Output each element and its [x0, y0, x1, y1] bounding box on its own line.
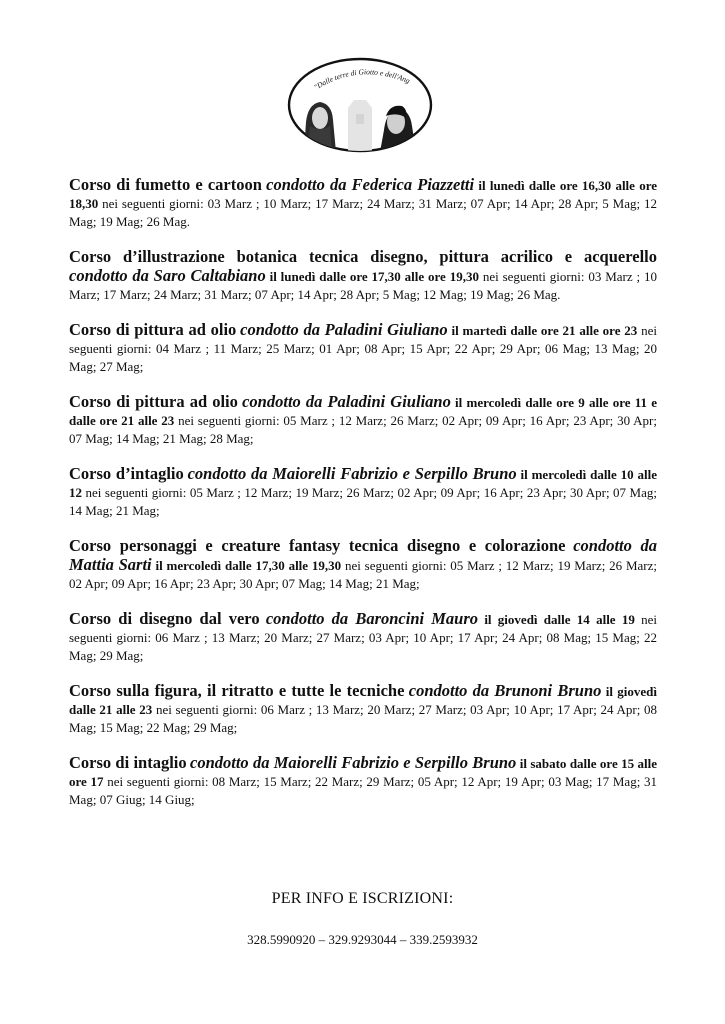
- course-item: [69, 610, 657, 665]
- course-title: Corso di pittura ad olio: [69, 320, 237, 339]
- course-conductor: condotto da Brunoni Bruno: [408, 681, 602, 700]
- course-title: Corso d’illustrazione botanica tecnica disegno, pittura acrilico e acquerello: [69, 247, 657, 266]
- course-schedule: il lunedì dalle ore 17,30 alle ore 19,30: [269, 269, 479, 284]
- course-days: nei seguenti giorni: 04 Marz ; 11 Marz; 25 Marz; 01 Apr; 08 Apr; 15 Apr; 22 Apr; 29 Apr; 06 Mag; 13 Mag; 20 Mag; 27 Mag;: [69, 323, 658, 374]
- course-schedule: il sabato dalle ore 15 alle ore 17: [69, 756, 657, 789]
- course-schedule: il giovedì dalle 21 alle 23: [69, 684, 658, 717]
- course-conductor: condotto da Mattia Sarti: [69, 536, 658, 574]
- course-days: nei seguenti giorni: 05 Marz ; 12 Marz; 19 Marz; 26 Marz; 02 Apr; 09 Apr; 16 Apr; 23 Apr; 30 Apr; 07 Mag; 14 Mag; 21 Mag;: [69, 485, 657, 518]
- course-item: [69, 176, 657, 231]
- course-schedule: il mercoledì dalle ore 9 alle ore 11 e dalle ore 21 alle 23: [69, 395, 657, 428]
- course-schedule: il martedì dalle ore 21 alle ore 23: [451, 323, 638, 338]
- course-list: [69, 176, 657, 826]
- course-days: nei seguenti giorni: 05 Marz ; 12 Marz; 26 Marz; 02 Apr; 09 Apr; 16 Apr; 23 Apr; 30 Apr; 07 Mag; 14 Mag; 21 Mag; 28 Mag;: [69, 413, 657, 446]
- course-title: Corso sulla figura, il ritratto e tutte le tecniche: [69, 681, 405, 700]
- course-conductor: condotto da Saro Caltabiano: [69, 266, 266, 285]
- course-title: Corso d’intaglio: [69, 464, 184, 483]
- course-days: nei seguenti giorni: 08 Marz; 15 Marz; 22 Marz; 29 Marz; 05 Apr; 12 Apr; 19 Apr; 03 Mag; 17 Mag; 31 Mag; 07 Giug; 14 Giug;: [69, 774, 658, 807]
- logo-motto: "Dalle terre di Giotto e dell'Ang: [312, 67, 412, 92]
- course-item: [69, 321, 657, 376]
- course-title: Corso di pittura ad olio: [69, 392, 238, 411]
- course-schedule: il giovedì dalle 14 alle 19: [484, 612, 635, 627]
- course-schedule: il mercoledì dalle 10 alle 12: [69, 467, 658, 500]
- course-title: Corso personaggi e creature fantasy tecnica disegno e colorazione: [69, 536, 566, 555]
- course-title: Corso di disegno dal vero: [69, 609, 260, 628]
- course-item: [69, 393, 657, 448]
- course-item: [69, 754, 657, 809]
- course-days: nei seguenti giorni: 05 Marz ; 12 Marz; 19 Marz; 26 Marz; 02 Apr; 09 Apr; 16 Apr; 23 Apr; 30 Apr; 07 Mag; 14 Mag; 21 Mag;: [69, 558, 658, 591]
- course-conductor: condotto da Maiorelli Fabrizio e Serpillo Bruno: [187, 464, 517, 483]
- course-schedule: il lunedì dalle ore 16,30 alle ore 18,30: [69, 178, 658, 211]
- course-days: nei seguenti giorni: 06 Marz ; 13 Marz; 20 Marz; 27 Marz; 03 Apr; 10 Apr; 17 Apr; 24 Apr; 08 Mag; 15 Mag; 22 Mag; 29 Mag;: [69, 702, 658, 735]
- course-title: Corso di intaglio: [69, 753, 187, 772]
- course-conductor: condotto da Maiorelli Fabrizio e Serpillo Bruno: [190, 753, 517, 772]
- course-days: nei seguenti giorni: 03 Marz ; 10 Marz; 17 Marz; 24 Marz; 31 Marz; 07 Apr; 14 Apr; 28 Apr; 5 Mag; 12 Mag; 19 Mag; 26 Mag.: [69, 196, 657, 229]
- course-conductor: condotto da Federica Piazzetti: [266, 175, 475, 194]
- course-days: nei seguenti giorni: 06 Marz ; 13 Marz; 20 Marz; 27 Marz; 03 Apr; 10 Apr; 17 Apr; 24 Apr; 08 Mag; 15 Mag; 22 Mag; 29 Mag;: [69, 612, 658, 663]
- info-heading: PER INFO E ISCRIZIONI:: [271, 890, 454, 907]
- course-item: [69, 248, 657, 304]
- course-title: Corso di fumetto e cartoon: [69, 175, 262, 194]
- course-schedule: il mercoledì dalle 17,30 alle 19,30: [155, 558, 342, 573]
- course-item: [69, 682, 657, 737]
- association-logo: [286, 56, 434, 154]
- course-item: [69, 537, 657, 593]
- course-conductor: condotto da Baroncini Mauro: [265, 609, 479, 628]
- contact-phones: 328.5990920 – 329.9293044 – 339.2593932: [247, 932, 478, 947]
- course-conductor: condotto da Paladini Giuliano: [240, 320, 448, 339]
- course-item: [69, 465, 657, 520]
- course-days: nei seguenti giorni: 03 Marz ; 10 Marz; 17 Marz; 24 Marz; 31 Marz; 07 Apr; 14 Apr; 28 Apr; 5 Mag; 12 Mag; 19 Mag; 26 Mag.: [69, 269, 657, 302]
- course-conductor: condotto da Paladini Giuliano: [242, 392, 451, 411]
